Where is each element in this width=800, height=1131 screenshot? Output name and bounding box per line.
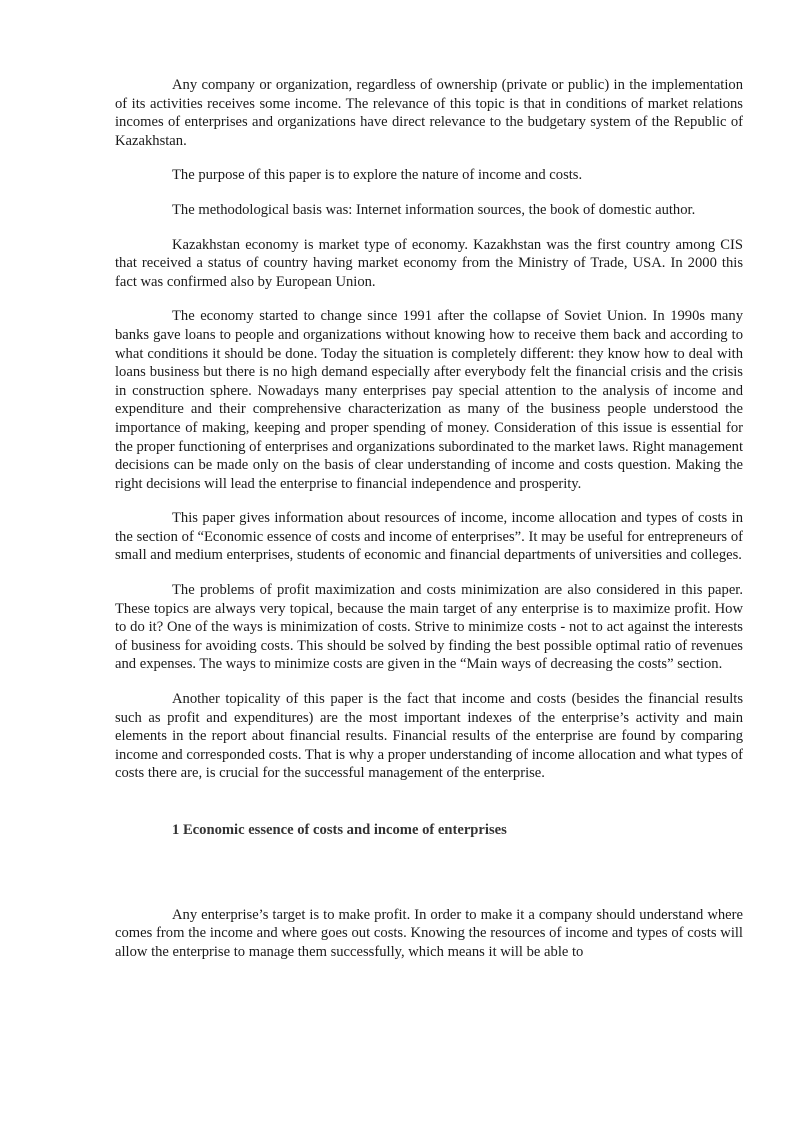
paragraph-kazakhstan-economy: Kazakhstan economy is market type of economy. Kazakhstan was the first country among CIS that received a status of country having market economy from the Ministry of Trade, USA. In 2000 this fact was confirmed also by European Union. <box>115 236 743 290</box>
paragraph-methodology: The methodological basis was: Internet information sources, the book of domestic author. <box>172 201 696 218</box>
paragraph-economy-change: The economy started to change since 1991 after the collapse of Soviet Union. In 1990s many banks gave loans to people and organizations without knowing how to receive them back and according to what conditions it should be done. Today the situation is completely different: they know how to deal with loans business but there is no high demand especially after everybody felt the financial crisis and the crisis in construction sphere. Nowadays many enterprises pay special attention to the analysis of income and expenditure and their comprehensive characterization as many of the business people understood the importance of making, keeping and proper spending of money. Consideration of this issue is essential for the proper functioning of enterprises and organizations subordinated to the market laws. Right management decisions can be made only on the basis of clear understanding of income and costs question. Making the right decisions will lead the enterprise to financial independence and prosperity. <box>115 308 743 492</box>
paragraph-topicality: Another topicality of this paper is the fact that income and costs (besides the financial results such as profit and expenditures) are the most important indexes of the enterprise’s activity and main elements in the report about financial results. Financial results of the enterprise are found by comparing income and corresponded costs. That is why a proper understanding of income allocation and what types of costs there are, is crucial for the successful management of the enterprise. <box>115 691 743 782</box>
section-spacer <box>115 840 743 906</box>
paragraph-relevance: Any company or organization, regardless of ownership (private or public) in the implementation of its activities receives some income. The relevance of this topic is that in conditions of market relations incomes of enterprises and organizations have direct relevance to the budgetary system of the Republic of Kazakhstan. <box>115 77 743 149</box>
paragraph-purpose: The purpose of this paper is to explore the nature of income and costs. <box>172 167 583 184</box>
paragraph-enterprise-target: Any enterprise’s target is to make profit. In order to make it a company should understand where comes from the income and where goes out costs. Knowing the resources of income and types of costs will allow the enterprise to manage them successfully, which means it will be able to <box>115 906 743 960</box>
paragraph-paper-info: This paper gives information about resources of income, income allocation and types of costs in the section of “Economic essence of costs and income of enterprises”. It may be useful for entrepreneurs of small and medium enterprises, students of economic and financial departments of universities and colleges. <box>115 510 743 564</box>
section-heading: 1 Economic essence of costs and income of enterprises <box>172 822 507 838</box>
paragraph-profit-maximization: The problems of profit maximization and costs minimization are also considered in this paper. These topics are always very topical, because the main target of any enterprise is to maximize profit. How to do it? One of the ways is minimization of costs. Strive to minimize costs - not to act against the interests of business for avoiding costs. This should be solved by finding the best possible optimal ratio of revenues and expenses. The ways to minimize costs are given in the “Main ways of decreasing the costs” section. <box>115 582 743 673</box>
